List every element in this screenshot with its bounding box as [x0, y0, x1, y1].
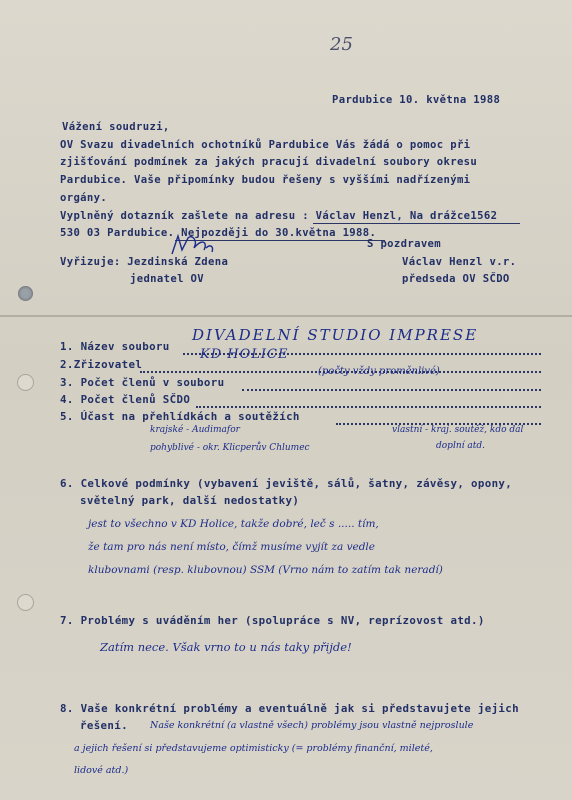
place-date: Pardubice 10. května 1988 [332, 94, 501, 106]
punch-hole [18, 286, 33, 301]
handler-label: Vyřizuje: Jezdinská Zdena [60, 256, 229, 268]
question-label: Počet členů SČDO [80, 393, 191, 406]
page-mark: 25 [330, 34, 353, 55]
handler-role: jednatel OV [130, 273, 205, 285]
answer-festival: pohyblivé - okr. Klicperův Chlumec [150, 443, 310, 453]
question-number: 8. [60, 702, 74, 715]
address-underline [313, 223, 520, 224]
question-label: Název souboru [80, 340, 170, 353]
intro-line: zjišťování podmínek za jakých pracují divadelní soubory okresu [60, 156, 478, 168]
question-number: 4. [60, 393, 74, 406]
question-label: řešení. [80, 719, 128, 732]
punch-hole-faint [17, 594, 34, 611]
answer-festival-note: doplní atd. [436, 441, 485, 451]
salutation: Vážení soudruzi, [62, 121, 170, 133]
intro-line: Pardubice. Vaše připomínky budou řešeny s vyššími nadřízenými [60, 174, 471, 186]
question-label: Celkové podmínky (vybavení jeviště, sálů, šatny, závěsy, opony, [80, 477, 513, 490]
question-label: Problémy s uváděním her (spolupráce s NV, reprízovost atd.) [80, 614, 485, 627]
question-label: Vaše konkrétní problémy a eventuálně jak si představujete jejich [80, 702, 519, 715]
question-number: 1. [60, 340, 74, 353]
answer-founder: KD HOLICE [200, 347, 289, 362]
question-number: 5. [60, 410, 74, 423]
punch-hole-faint [17, 374, 34, 391]
answer-problems-staging: Zatím nece. Však vrno to u nás taky přijde! [100, 640, 352, 654]
intro-line: orgány. [60, 192, 108, 204]
answer-ensemble-name: DIVADELNÍ STUDIO IMPRESE [192, 326, 479, 344]
answer-line [242, 388, 541, 391]
signer-name: Václav Henzl v.r. [402, 256, 517, 268]
question-label: Zřizovatel [73, 358, 143, 371]
handwritten-signature [168, 230, 218, 260]
question-number: 3. [60, 376, 74, 389]
answer-specific-problems: lidové atd.) [74, 765, 129, 776]
answer-conditions-line: jest to všechno v KD Holice, takže dobré, leč s ..... tím, [88, 518, 379, 530]
send-line: 530 03 Pardubice. Nejpozději do 30.května 1988. [60, 227, 377, 239]
answer-conditions-line: že tam pro nás není místo, čímž musíme vyjít za vedle [88, 541, 376, 553]
intro-line: OV Svazu divadelních ochotníků Pardubice Vás žádá o pomoc při [60, 139, 471, 151]
answer-festival-note: vlastní - kraj. soutěž, kdo dál [392, 425, 524, 435]
answer-festival: krajské - Audimafor [150, 425, 240, 435]
answer-specific-problems: a jejich řešení si představujeme optimisticky (= problémy finanční, mileté, [74, 743, 433, 754]
question-label: světelný park, další nedostatky) [80, 494, 300, 507]
paper-fold [0, 315, 572, 317]
question-number: 2. [60, 358, 74, 371]
signer-role: předseda OV SČDO [402, 273, 510, 285]
question-number: 7. [60, 614, 74, 627]
answer-conditions-line: klubovnami (resp. klubovnou) SSM (Vrno nám to zatím tak neradí) [88, 564, 443, 576]
question-number: 6. [60, 477, 74, 490]
send-line: Vyplněný dotazník zašlete na adresu : Václav Henzl, Na drážce1562 [60, 210, 498, 222]
answer-line [196, 405, 541, 408]
question-label: Počet členů v souboru [80, 376, 225, 389]
answer-member-count: (počty vždy proměnlivé) [318, 366, 440, 377]
question-label: Účast na přehlídkách a soutěžích [80, 410, 300, 423]
answer-specific-problems: Naše konkrétní (a vlastně všech) problémy jsou vlastně nejproslule [150, 720, 474, 731]
closing: S pozdravem [367, 238, 442, 250]
